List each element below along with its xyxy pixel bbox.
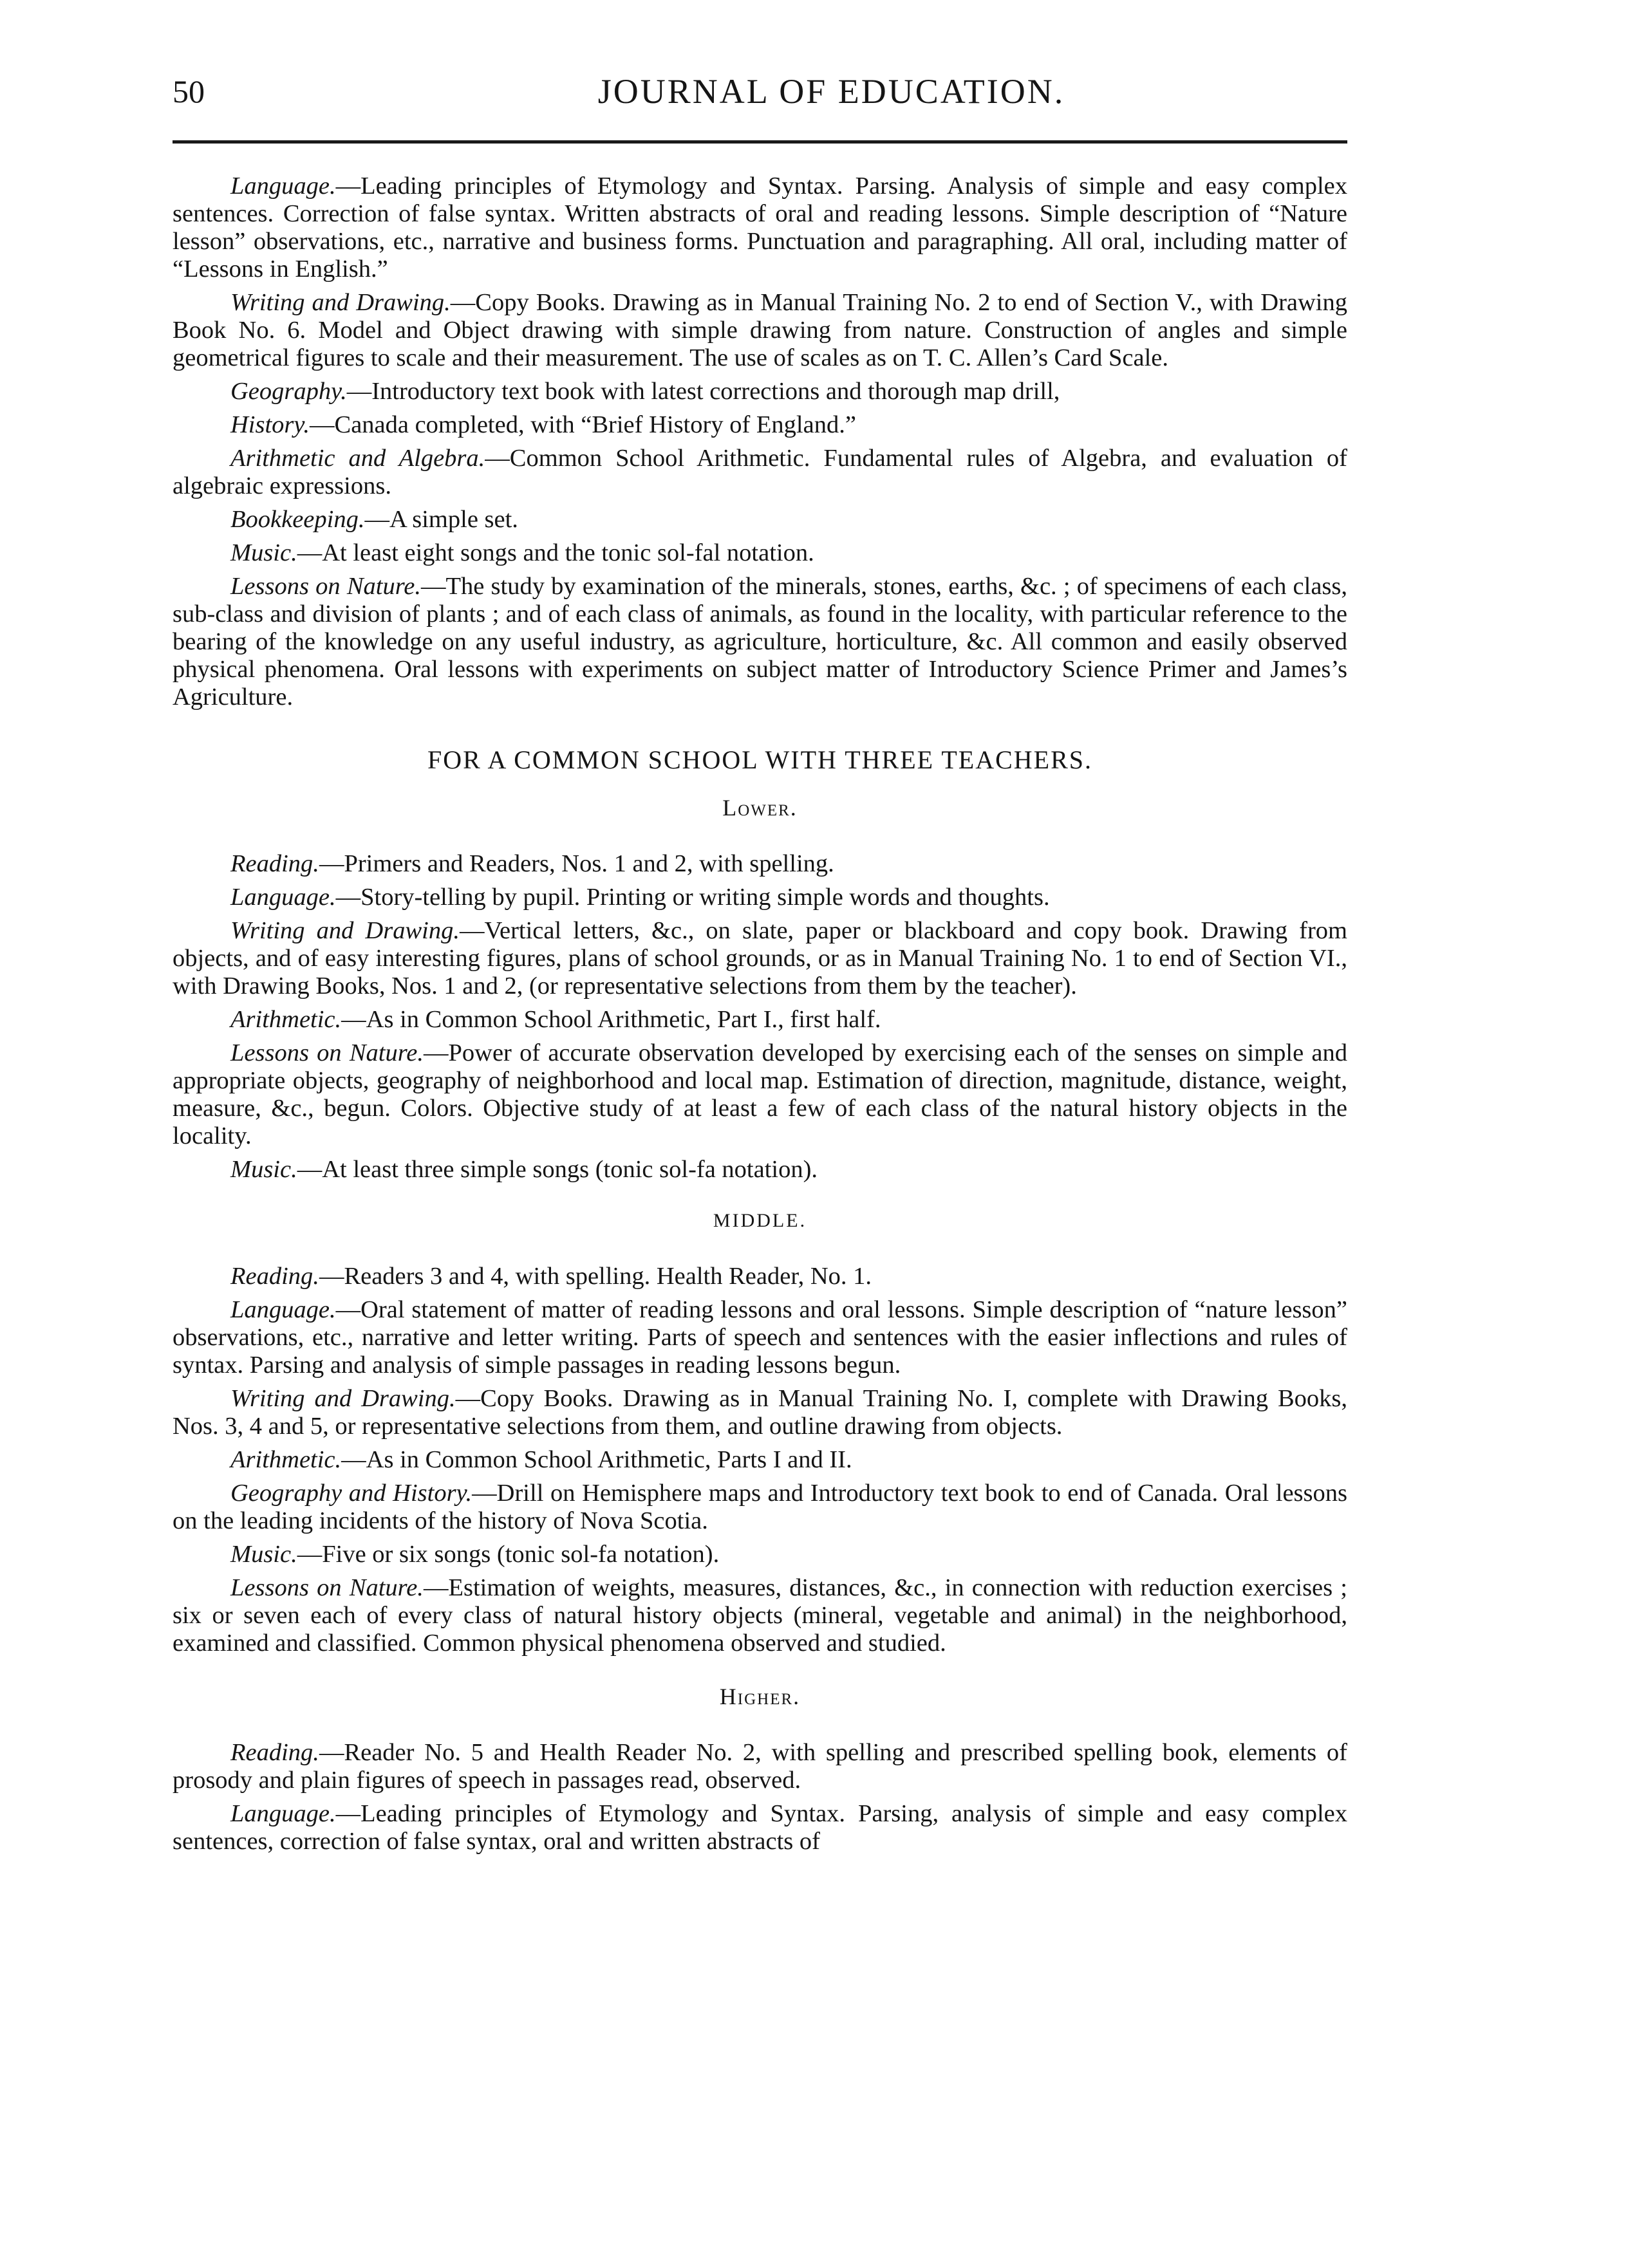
paragraph	[173, 1263, 1347, 1290]
subject-text: —Five or six songs (tonic sol-fa notation).	[297, 1541, 720, 1568]
subject-text: —At least eight songs and the tonic sol-fal notation.	[297, 539, 814, 566]
subject-label: Reading.	[230, 1739, 319, 1766]
paragraph	[173, 573, 1347, 711]
paragraph	[173, 1006, 1347, 1034]
subject-text: —The study by examination of the minerals, stones, earths, &c. ; of specimens of each class, sub-class and division of plants ; and of each class of animals, as found in the locality, with particular reference to the bearing of the knowledge on any useful industry, as agriculture, horticulture, &c. All common and easily observed physical phenomena. Oral lessons with experiments on subject matter of Introductory Science Primer and James’s Agriculture.	[173, 573, 1347, 711]
subject-text: —Introductory text book with latest corrections and thorough map drill,	[346, 378, 1060, 405]
subject-text: —Estimation of weights, measures, distances, &c., in connection with reduction exercises ; six or seven each of every class of natural history objects (mineral, vegetable and animal) in the neighborhood, examined and classified. Common physical phenomena observed and studied.	[173, 1574, 1347, 1657]
subject-text: —Readers 3 and 4, with spelling. Health Reader, No. 1.	[319, 1263, 872, 1290]
paragraph	[173, 1039, 1347, 1150]
subject-label: Language.	[230, 1800, 336, 1827]
subsection-heading-middle: MIDDLE.	[713, 1210, 807, 1231]
subject-text: —Leading principles of Etymology and Syntax. Parsing. Analysis of simple and easy complex sentences. Correction of false syntax. Written abstracts of oral and reading lessons. Simple description of “Nature lesson” observations, etc., narrative and business forms. Punctuation and paragraphing. All oral, including matter of “Lessons in English.”	[173, 172, 1347, 283]
paragraph	[173, 445, 1347, 500]
subject-label: Language.	[230, 172, 336, 200]
subject-label: Reading.	[230, 850, 319, 877]
paragraph	[173, 1296, 1347, 1379]
subject-text: —As in Common School Arithmetic, Parts I and II.	[341, 1446, 852, 1473]
subject-label: History.	[230, 411, 310, 438]
subject-label: Music.	[230, 539, 297, 566]
page-body	[173, 172, 1347, 1861]
subject-label: Writing and Drawing.	[230, 1385, 456, 1412]
subject-text: —Canada completed, with “Brief History of England.”	[310, 411, 856, 438]
paragraph	[173, 917, 1347, 1000]
subject-label: Lessons on Nature.	[230, 1574, 424, 1601]
paragraph	[173, 1385, 1347, 1440]
subject-label: Reading.	[230, 1263, 319, 1290]
subject-text: —Reader No. 5 and Health Reader No. 2, with spelling and prescribed spelling book, elements of prosody and plain figures of speech in passages read, observed.	[173, 1739, 1347, 1794]
subject-label: Writing and Drawing.	[230, 917, 460, 944]
subject-text: —Primers and Readers, Nos. 1 and 2, with spelling.	[319, 850, 834, 877]
paragraph	[173, 1480, 1347, 1535]
subject-text: —At least three simple songs (tonic sol-fa notation).	[297, 1156, 818, 1183]
subject-label: Geography.	[230, 378, 347, 405]
subject-text: —Copy Books. Drawing as in Manual Training No. 2 to end of Section V., with Drawing Book No. 6. Model and Object drawing with simple drawing from nature. Construction of angles and simple geometrical figures to scale and their measurement. The use of scales as on T. C. Allen’s Card Scale.	[173, 289, 1348, 371]
subject-text: —Oral statement of matter of reading lessons and oral lessons. Simple description of “nature lesson” observations, etc., narrative and letter writing. Parts of speech and sentences with the easier inflections and rules of syntax. Parsing and analysis of simple passages in reading lessons begun.	[173, 1296, 1347, 1379]
paragraph	[173, 1156, 1347, 1184]
subject-label: Writing and Drawing.	[230, 289, 451, 316]
subject-text: —As in Common School Arithmetic, Part I., first half.	[341, 1006, 881, 1033]
paragraph	[173, 850, 1347, 878]
subject-label: Language.	[230, 1296, 336, 1323]
paragraph	[173, 506, 1347, 534]
subject-label: Geography and History.	[230, 1480, 472, 1507]
subsection-heading-lower: Lower.	[722, 795, 798, 821]
paragraph	[173, 172, 1347, 283]
paragraph	[173, 539, 1347, 567]
subject-text: —A simple set.	[364, 506, 518, 533]
paragraph	[173, 1446, 1347, 1474]
subject-text: —Common School Arithmetic. Fundamental rules of Algebra, and evaluation of algebraic expressions.	[173, 445, 1347, 499]
paragraph	[173, 378, 1347, 405]
paragraph	[173, 1800, 1347, 1855]
subject-label: Lessons on Nature.	[230, 1039, 424, 1066]
subject-text: —Drill on Hemisphere maps and Introductory text book to end of Canada. Oral lessons on the leading incidents of the history of Nova Scotia.	[173, 1480, 1348, 1534]
subsection-heading-higher: Higher.	[719, 1684, 801, 1709]
paragraph	[173, 1541, 1347, 1568]
paragraph	[173, 1739, 1347, 1794]
header-rule	[173, 140, 1347, 144]
subject-text: —Power of accurate observation developed by exercising each of the senses on simple and appropriate objects, geography of neighborhood and local map. Estimation of direction, magnitude, distance, weight, measure, &c., begun. Colors. Objective study of at least a few of each class of the natural history objects in the locality.	[173, 1039, 1347, 1149]
subject-text: —Leading principles of Etymology and Syntax. Parsing, analysis of simple and easy complex sentences, correction of false syntax, oral and written abstracts of	[173, 1800, 1347, 1855]
subject-text: —Copy Books. Drawing as in Manual Training No. I, complete with Drawing Books, Nos. 3, 4 and 5, or representative selections from them, and outline drawing from objects.	[173, 1385, 1347, 1440]
subject-text: —Vertical letters, &c., on slate, paper or blackboard and copy book. Drawing from objects, and of easy interesting figures, plans of school grounds, or as in Manual Training No. 1 to end of Section VI., with Drawing Books, Nos. 1 and 2, (or representative selections from them by the teacher).	[173, 917, 1347, 999]
paragraph	[173, 884, 1347, 911]
paragraph	[173, 1574, 1347, 1657]
running-head: JOURNAL OF EDUCATION.	[597, 72, 1065, 111]
subject-label: Music.	[230, 1541, 297, 1568]
subject-label: Bookkeeping.	[230, 506, 365, 533]
subject-label: Arithmetic.	[230, 1446, 342, 1473]
subject-label: Language.	[230, 884, 336, 911]
subject-label: Music.	[230, 1156, 297, 1183]
section-title: FOR A COMMON SCHOOL WITH THREE TEACHERS.	[427, 745, 1093, 774]
subject-label: Arithmetic and Algebra.	[230, 445, 485, 472]
subject-text: —Story-telling by pupil. Printing or writing simple words and thoughts.	[335, 884, 1050, 911]
paragraph	[173, 289, 1347, 372]
subject-label: Arithmetic.	[230, 1006, 342, 1033]
paragraph	[173, 411, 1347, 439]
subject-label: Lessons on Nature.	[230, 573, 421, 600]
page-number: 50	[173, 73, 205, 109]
